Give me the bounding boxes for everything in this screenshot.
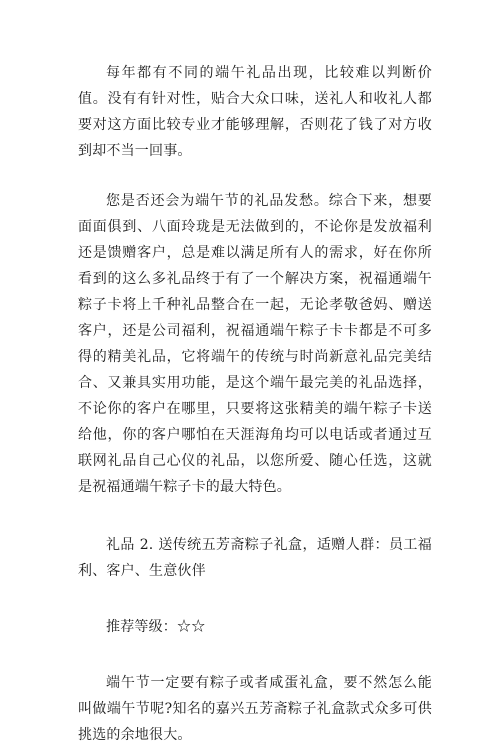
paragraph-zongzi-box: 端午节一定要有粽子或者咸蛋礼盒，要不然怎么能叫做端午节呢?知名的嘉兴五芳斋粽子礼盒款式众多可供挑选的余地很大。 bbox=[78, 675, 432, 743]
paragraph-gift-2-heading: 礼品 2. 送传统五芳斋粽子礼盒，适赠人群：员工福利、客户、生意伙伴 bbox=[78, 537, 432, 579]
paragraph-gift-card-intro: 您是否还会为端午节的礼品发愁。综合下来，想要面面俱到、八面玲珑是无法做到的，不论你是发放福利还是馈赠客户，总是难以满足所有人的需求，好在你所看到的这么多礼品终于有了一个解决方案，祝福通端午粽子卡将上千种礼品整合在一起，无论孝敬爸妈、赠送客户，还是公司福利，祝福通端午粽子卡卡都是不可多得的精美礼品，它将端午的传统与时尚新意礼品完美结合、又兼具实用功能，是这个端午最完美的礼品选择，不论你的客户在哪里，只要将这张精美的端午粽子卡送给他，你的客户哪怕在天涯海角均可以电话或者通过互联网礼品自己心仪的礼品，以您所爱、随心任选，这就是祝福通端午粽子卡的最大特色。 bbox=[78, 193, 432, 495]
paragraph-gift-value: 每年都有不同的端午礼品出现，比较难以判断价值。没有有针对性，贴合大众口味，送礼人和收礼人都要对这方面比较专业才能够理解，否则花了钱了对方收到却不当一回事。 bbox=[78, 65, 432, 159]
paragraph-rating: 推荐等级：☆☆ bbox=[106, 619, 206, 635]
